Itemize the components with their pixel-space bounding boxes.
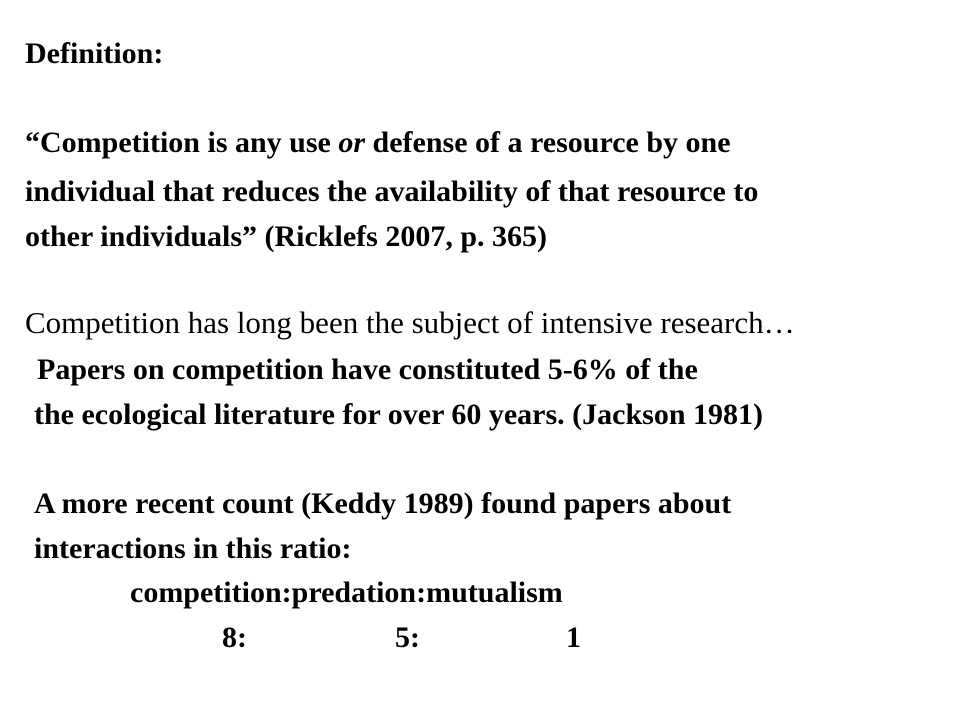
quote-line-1 [25,125,731,161]
recent-count-line-1: A more recent count (Keddy 1989) found papers about [34,487,732,520]
papers-line-2: the ecological literature for over 60 years. (Jackson 1981) [34,398,763,431]
definition-heading: Definition: [25,37,164,70]
quote-line-1-end: defense of a resource by one [365,126,731,159]
ratio-value-mutualism: 1 [566,621,581,654]
quote-emphasis-or: or [338,126,366,159]
ratio-value-predation: 5: [395,621,420,654]
recent-count-line-2: interactions in this ratio: [34,532,352,565]
quote-line-1-start: “Competition is any use [25,126,339,159]
quote-line-2: individual that reduces the availability of that resource to [25,175,759,208]
papers-line-1: Papers on competition have constituted 5-6% of the [37,353,698,386]
ratio-value-competition: 8: [222,621,247,654]
ratio-labels: competition:predation:mutualism [130,576,563,609]
quote-line-3: other individuals” (Ricklefs 2007, p. 365) [25,220,547,253]
research-intro: Competition has long been the subject of intensive research… [25,305,795,340]
